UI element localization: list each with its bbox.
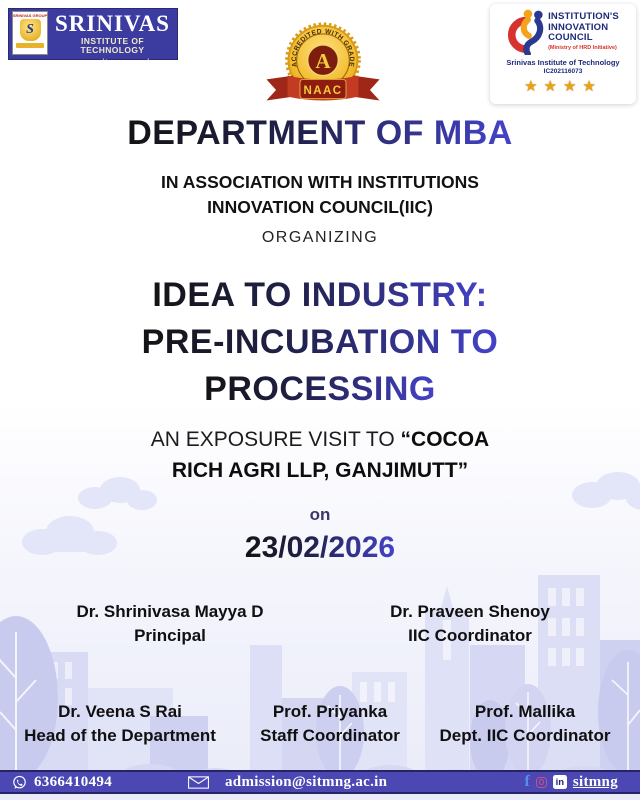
person-principal (30, 600, 310, 648)
event-date: 23/02/2026 (244, 531, 396, 564)
emblem-band (16, 43, 44, 48)
phone-contact (12, 772, 112, 792)
association-subtitle: IN ASSOCIATION WITH INSTITUTIONS INNOVATION COUNCIL(IIC) (161, 172, 479, 217)
person-name: Dr. Shrinivasa Mayya D (76, 602, 264, 621)
person-iic-coordinator (340, 600, 600, 648)
person-role: Principal (134, 626, 206, 645)
naac-arc-text: ACCREDITED WITH GRADE (291, 28, 355, 68)
iic-title-line1: INSTITUTION'S (548, 11, 619, 22)
linkedin-icon: in (553, 775, 567, 789)
sit-logo-text (48, 9, 177, 69)
iic-institute-name: Srinivas Institute of Technology (506, 58, 620, 67)
institute-website: www.sitmng.ac.in (69, 55, 156, 69)
email-contact (188, 772, 387, 792)
person-role: IIC Coordinator (408, 626, 532, 645)
person-dept-iic-coordinator (425, 700, 625, 748)
person-hod (0, 700, 240, 748)
person-role: Head of the Department (24, 726, 216, 745)
iic-logo-icon (507, 9, 545, 55)
emblem-shield-icon (20, 19, 41, 41)
naac-grade-badge (256, 20, 390, 112)
person-name: Dr. Praveen Shenoy (390, 602, 550, 621)
iic-code: IC202116073 (543, 68, 583, 75)
on-label: on (309, 505, 331, 524)
whatsapp-icon (12, 775, 27, 790)
email-address: admission@sitmng.ac.in (225, 773, 388, 790)
email-icon (188, 776, 209, 789)
person-role: Dept. IIC Coordinator (439, 726, 611, 745)
social-handle: sitmng (572, 773, 618, 790)
person-name: Prof. Priyanka (272, 702, 388, 721)
person-name: Prof. Mallika (474, 702, 576, 721)
iic-logo-card (490, 4, 636, 104)
contact-footer-bar (0, 770, 640, 794)
iic-star-rating: ★★★★ (524, 78, 602, 95)
department-title: DEPARTMENT OF MBA (127, 114, 513, 152)
person-role: Staff Coordinator (260, 726, 400, 745)
person-staff-coordinator (240, 700, 420, 748)
naac-ribbon-text: NAAC (303, 84, 343, 97)
iic-title-line2: INNOVATION (548, 21, 609, 33)
srinivas-institute-logo (8, 8, 178, 69)
organizing-label: ORGANIZING (261, 229, 379, 246)
srinivas-group-emblem (12, 11, 48, 55)
phone-number: 6366410494 (34, 773, 112, 790)
event-title: IDEA TO INDUSTRY: PRE-INCUBATION TO PROCESSING (0, 272, 640, 413)
visit-description: AN EXPOSURE VISIT TO “COCOA RICH AGRI LLP, GANJIMUTT” (150, 428, 490, 482)
emblem-letter: S (26, 22, 34, 37)
naac-grade-letter: A (315, 48, 331, 73)
instagram-icon (536, 777, 547, 788)
social-links (525, 772, 618, 792)
institute-subtitle: INSTITUTE OF TECHNOLOGY (80, 36, 145, 55)
person-name: Dr. Veena S Rai (58, 702, 182, 721)
facebook-icon: f (524, 773, 530, 790)
srinivas-group-label: SRINIVAS GROUP (12, 13, 48, 18)
iic-ministry-label: (Ministry of HRD Initiative) (548, 44, 617, 51)
iic-title-line3: COUNCIL (548, 32, 593, 43)
institute-name: SRINIVAS (55, 11, 170, 36)
